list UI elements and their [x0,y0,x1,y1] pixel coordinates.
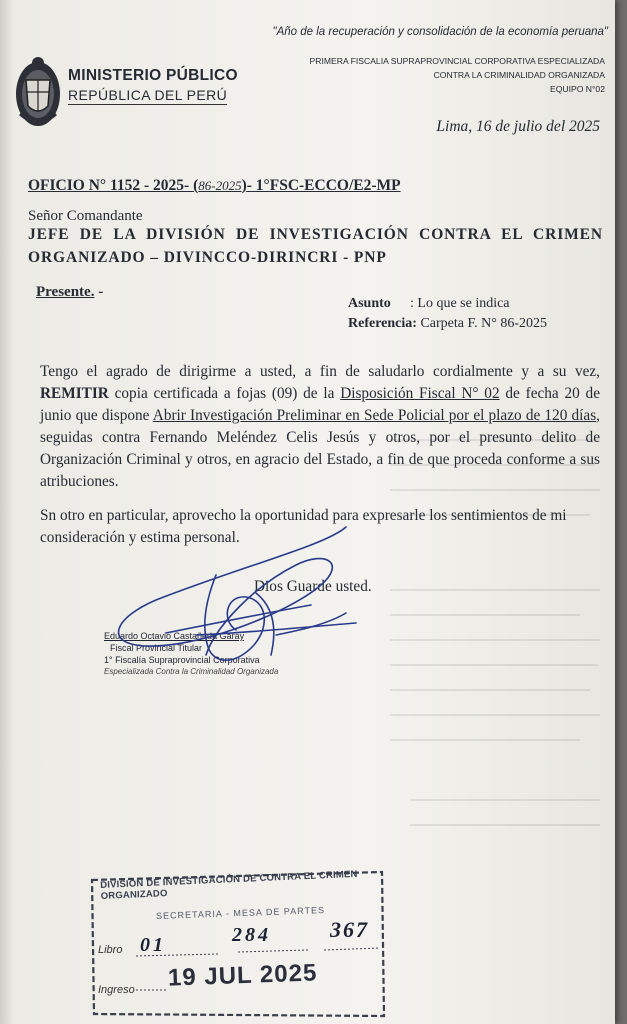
stamp-ingreso-label: Ingreso [98,984,135,996]
fiscalia-line-1: PRIMERA FISCALIA SUPRAPROVINCIAL CORPORATIVA ESPECIALIZADA [309,56,605,66]
addressee: JEFE DE LA DIVISIÓN DE INVESTIGACIÓN CONTRA EL CRIMEN ORGANIZADO – DIVINCCO-DIRINCRI - PNP [28,226,603,266]
presente-suffix: - [94,284,104,300]
referencia-row [348,314,547,334]
subject-block [348,294,547,334]
body-disposicion: Disposición Fiscal N° 02 [340,385,500,402]
asunto-label: Asunto [348,296,391,311]
fiscalia-line-3: EQUIPO N°02 [549,84,605,94]
signer-role: Fiscal Provincial Titular [110,643,203,653]
stamp-date: 19 JUL 2025 [167,959,318,992]
stamp-number-value: 367 [330,917,369,942]
body-remitir: REMITIR [40,385,109,402]
oficio-reference: 86-2025 [198,178,242,193]
stamp-libro-label: Libro [98,944,123,956]
stamp-folio-value: 284 [232,924,271,946]
ministry-name: MINISTERIO PÚBLICO [68,67,238,84]
oficio-prefix: OFICIO N° 1152 - 2025- ( [28,177,199,194]
stamp-subtitle: SECRETARIA - MESA DE PARTES [155,905,326,921]
referencia-label: Referencia: [348,316,417,331]
asunto-value: : Lo que se indica [410,296,510,311]
letter-date: Lima, 16 de julio del 2025 [436,118,600,135]
referencia-value: Carpeta F. N° 86-2025 [416,316,548,331]
republic-name: REPÚBLICA DEL PERÚ [68,87,228,103]
presente-label: Presente. [36,284,95,300]
presente-line [36,284,103,301]
stamp-libro-value: 01 [140,934,166,956]
signer-name: Eduardo Octavio Castañeda Garay [104,631,245,641]
body-text-7: , seguidas contra Fernando Meléndez Celis Jesús y otros, por el presunto delito de Organización Criminal y otros, en agracio del Estado, a fin de que proceda conforme a sus atribuciones. [40,407,600,490]
body-text-3: copia certificada a fojas (09) de la [108,385,341,402]
fiscalia-heading [285,54,605,96]
signer-office: 1° Fiscalía Supraprovincial Corporativa [104,655,260,665]
handwritten-signature [96,505,386,685]
body-investigacion: Abrir Investigación Preliminar en Sede Policial por el plazo de 120 días [152,407,597,424]
body-text-5: de fecha 20 de junio que dispone [40,385,600,424]
salutation: Señor Comandante [28,208,143,224]
closing-paragraph: Sn otro en particular, aprovecho la oportunidad para expresarle los sentimientos de mi consideración y estima personal. [40,507,567,546]
farewell: Dios Guarde usted. [254,578,372,595]
coat-of-arms-icon [14,54,62,128]
fiscalia-line-2: CONTRA LA CRIMINALIDAD ORGANIZADA [433,70,605,80]
asunto-row [348,294,547,314]
oficio-suffix: )- 1°FSC-ECCO/E2-MP [241,177,401,194]
oficio-number [28,177,401,195]
body-paragraph [40,361,600,493]
year-motto: "Año de la recuperación y consolidación de la economía peruana" [272,26,608,38]
stamp-title: DIVISIÓN DE INVESTIGACIÓN DE CONTRA EL CRIMEN ORGANIZADO [100,868,358,902]
body-text-1: Tengo el agrado de dirigirme a usted, a fin de saludarlo cordialmente y a su vez, [40,363,600,380]
signer-specialty: Especializada Contra la Criminalidad Organizada [104,667,279,676]
